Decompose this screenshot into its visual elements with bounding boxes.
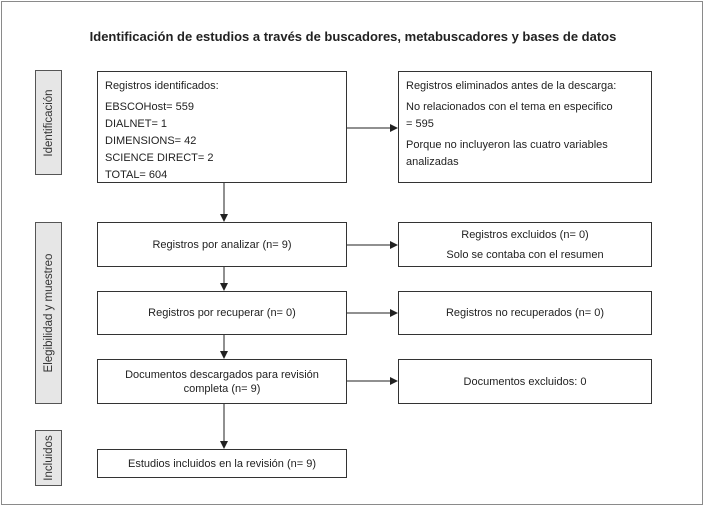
excluded-records-note: Solo se contaba con el resumen [446, 248, 604, 261]
removed-reason-count: = 595 [406, 118, 434, 130]
identified-item: DIMENSIONS= 42 [105, 135, 197, 147]
records-to-analyze-label: Registros por analizar (n= 9) [152, 238, 292, 251]
removed-reason: No relacionados con el tema en especifico [406, 101, 613, 113]
removed-reason-cont: analizadas [406, 156, 459, 168]
removed-reason: Porque no incluyeron las cuatro variables [406, 139, 608, 151]
removed-heading: Registros eliminados antes de la descarga: [406, 80, 617, 92]
excluded-records-label: Registros excluidos (n= 0) [461, 228, 589, 241]
identified-heading: Registros identificados: [105, 80, 219, 92]
excluded-documents-label: Documentos excluidos: 0 [463, 375, 587, 388]
downloaded-documents-line2: completa (n= 9) [183, 382, 261, 395]
identified-item: SCIENCE DIRECT= 2 [105, 152, 214, 164]
downloaded-documents-line1: Documentos descargados para revisión [125, 368, 319, 381]
not-recovered-label: Registros no recuperados (n= 0) [445, 307, 605, 319]
phase-incluidos-label: Incluidos [42, 435, 55, 481]
identified-item: DIALNET= 1 [105, 118, 168, 130]
phase-elegibilidad-label: Elegibilidad y muestreo [42, 253, 55, 373]
phase-identificacion-label: Identificación [42, 88, 55, 157]
included-studies-label: Estudios incluidos en la revisión (n= 9) [127, 457, 316, 470]
records-to-recover-label: Registros por recuperar (n= 0) [148, 307, 296, 319]
diagram-title: Identificación de estudios a través de buscadores, metabuscadores y bases de datos [89, 29, 617, 44]
identified-item: TOTAL= 604 [105, 169, 168, 181]
identified-item: EBSCOHost= 559 [105, 101, 194, 113]
